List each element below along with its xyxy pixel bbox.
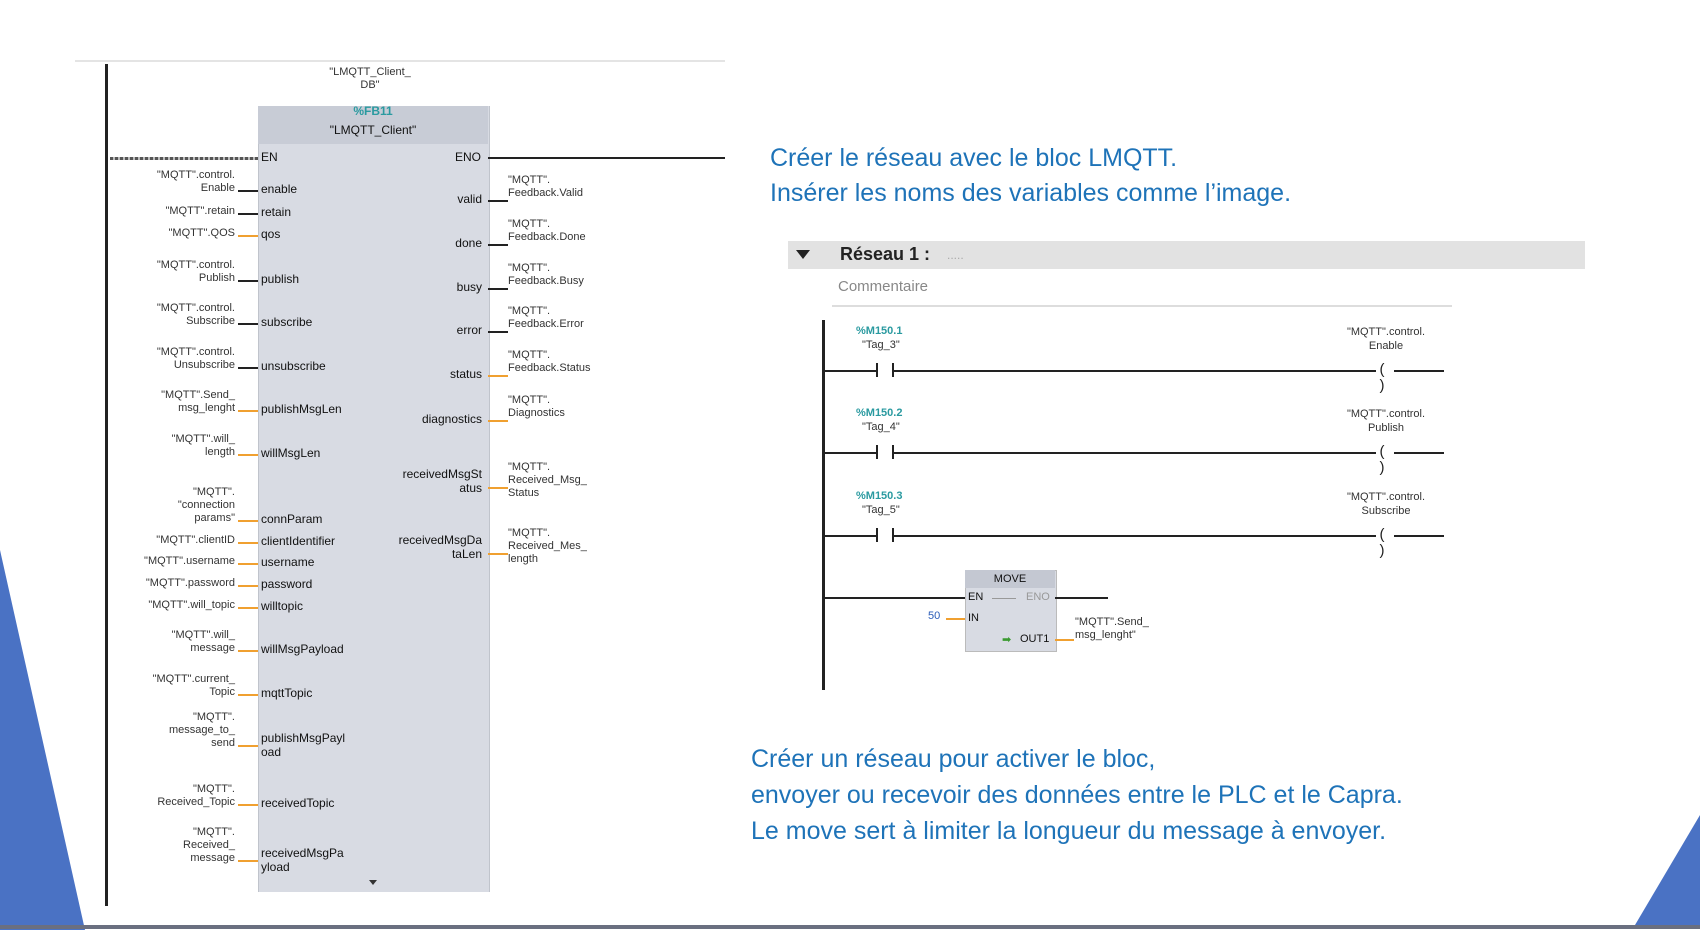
fb-output-variable[interactable]: "MQTT". Diagnostics — [508, 394, 565, 419]
fb-output-variable[interactable]: "MQTT". Feedback.Done — [508, 218, 586, 243]
fb-input-variable[interactable]: "MQTT".control. Enable — [156, 169, 235, 194]
fb-input-variable[interactable]: "MQTT".clientID — [156, 534, 235, 546]
fb-input-pin: retain — [261, 205, 292, 219]
fb-input-variable[interactable]: "MQTT". Received_ message — [183, 826, 235, 864]
fb-output-variable[interactable]: "MQTT". Feedback.Busy — [508, 262, 584, 287]
fb-output-wire — [488, 553, 508, 555]
fb-name: "LMQTT_Client" — [329, 123, 417, 137]
fb-input-wire — [238, 607, 258, 609]
expand-arrow-icon[interactable] — [369, 880, 377, 885]
move-en-wire — [824, 597, 965, 599]
fb-output-variable[interactable]: "MQTT". Feedback.Error — [508, 305, 584, 330]
output-coil[interactable]: ( ) — [1376, 444, 1394, 460]
fb-input-wire — [238, 804, 258, 806]
instruction-line-4: envoyer ou recevoir des données entre le PLC et le Capra. — [751, 781, 1403, 809]
fb-output-variable[interactable]: "MQTT". Feedback.Status — [508, 349, 591, 374]
fb-output-variable[interactable]: "MQTT". Feedback.Valid — [508, 174, 584, 199]
contact-tag[interactable]: "Tag_3" — [862, 339, 900, 351]
normally-open-contact[interactable] — [876, 445, 894, 459]
fb-input-pin: connParam — [261, 512, 323, 526]
fb-input-wire — [238, 542, 258, 544]
output-coil[interactable]: ( ) — [1376, 527, 1394, 543]
move-eno-wire — [1055, 597, 1108, 599]
rung-wire — [824, 535, 1444, 537]
fb-output-pin: status — [449, 367, 482, 381]
fb-input-variable[interactable]: "MQTT".username — [144, 555, 235, 567]
fb-input-variable[interactable]: "MQTT". Received_Topic — [157, 783, 235, 808]
instruction-line-1: Créer le réseau avec le bloc LMQTT. — [770, 144, 1178, 172]
decor-triangle-left — [0, 550, 85, 930]
fb-output-pin: valid — [457, 192, 482, 206]
fb-input-variable[interactable]: "MQTT".QOS — [168, 227, 235, 239]
fb-output-wire — [488, 331, 508, 333]
network-comment-text: Commentaire — [838, 278, 929, 295]
eno-wire — [488, 157, 725, 159]
fb-input-wire — [238, 585, 258, 587]
contact-address[interactable]: %M150.3 — [856, 490, 903, 502]
coil-variable[interactable]: "MQTT".control. Enable — [1346, 326, 1426, 352]
move-in-pin: IN — [968, 612, 979, 624]
fb-input-variable[interactable]: "MQTT".retain — [165, 205, 235, 217]
fb-input-variable[interactable]: "MQTT". "connection params" — [177, 486, 235, 524]
fb-input-pin: clientIdentifier — [261, 534, 336, 548]
fb-input-pin: subscribe — [261, 315, 313, 329]
decor-triangle-right — [1635, 815, 1700, 925]
fb-output-wire — [488, 375, 508, 377]
fb-input-variable[interactable]: "MQTT".control. Unsubscribe — [156, 346, 235, 371]
fb-input-wire — [238, 745, 258, 747]
fb-output-pin: done — [455, 236, 482, 250]
output-coil[interactable]: ( ) — [1376, 362, 1394, 378]
fb-output-wire — [488, 200, 508, 202]
fb-input-variable[interactable]: "MQTT".will_ message — [171, 629, 235, 654]
instruction-line-3: Créer un réseau pour activer le bloc, — [751, 745, 1156, 773]
fb-input-variable[interactable]: "MQTT".control. Publish — [156, 259, 235, 284]
fb-input-wire — [238, 280, 258, 282]
move-eno-pin: ENO — [1026, 591, 1050, 603]
fb-input-wire — [238, 520, 258, 522]
instruction-line-5: Le move sert à limiter la longueur du message à envoyer. — [751, 817, 1387, 845]
coil-variable[interactable]: "MQTT".control. Publish — [1346, 408, 1426, 434]
fb-output-wire — [488, 487, 508, 489]
fb-output-pin: receivedMsgDa taLen — [398, 533, 482, 561]
fb-output-variable[interactable]: "MQTT". Received_Mes_ length — [508, 527, 587, 565]
fb-input-pin: receivedTopic — [261, 796, 335, 810]
instruction-line-2: Insérer les noms des variables comme l’image. — [770, 179, 1292, 207]
fb-number: %FB11 — [353, 104, 393, 118]
move-in-wire — [946, 618, 965, 620]
fb-input-pin: enable — [261, 182, 298, 196]
fb-input-pin: qos — [261, 227, 281, 241]
fb-output-wire — [488, 420, 508, 422]
fb-input-wire — [238, 454, 258, 456]
fb-input-pin: username — [261, 555, 315, 569]
rung-wire — [824, 452, 1444, 454]
fb-input-wire — [238, 694, 258, 696]
move-internal-wire — [992, 598, 1016, 599]
ladder-power-rail — [822, 320, 825, 690]
fb-input-pin: mqttTopic — [261, 686, 313, 700]
fb-input-variable[interactable]: "MQTT". message_to_ send — [168, 711, 235, 749]
fb-input-wire — [238, 650, 258, 652]
fb-input-wire — [238, 235, 258, 237]
fb-input-pin: willMsgPayload — [261, 642, 344, 656]
move-in-value[interactable]: 50 — [928, 610, 941, 622]
fb-input-variable[interactable]: "MQTT".password — [145, 577, 235, 589]
collapse-triangle-icon[interactable] — [796, 250, 810, 259]
fb-input-variable[interactable]: "MQTT".will_topic — [148, 599, 235, 611]
instance-db-name: "LMQTT_Client_ DB" — [329, 66, 411, 91]
contact-tag[interactable]: "Tag_4" — [862, 421, 900, 433]
rung-wire — [824, 370, 1444, 372]
network-title: Réseau 1 : — [840, 244, 931, 264]
move-en-pin: EN — [968, 591, 984, 603]
normally-open-contact[interactable] — [876, 363, 894, 377]
fb-output-pin: busy — [456, 280, 482, 294]
fb-input-pin: receivedMsgPa yload — [261, 846, 344, 874]
fb-output-wire — [488, 244, 508, 246]
fb-input-wire — [238, 213, 258, 215]
fb-output-pin: diagnostics — [421, 412, 482, 426]
fb-input-wire — [238, 190, 258, 192]
fb-input-pin: publishMsgLen — [261, 402, 342, 416]
fb-input-wire — [238, 563, 258, 565]
fb-input-wire — [238, 323, 258, 325]
contact-address[interactable]: %M150.2 — [856, 407, 903, 419]
slide-bottom-border — [0, 925, 1700, 929]
fb-input-variable[interactable]: "MQTT".will_ length — [171, 433, 235, 458]
fb-input-pin: publishMsgPayl oad — [261, 731, 346, 759]
network-title-placeholder[interactable]: ..... — [947, 248, 964, 262]
function-block[interactable] — [258, 106, 490, 892]
fb-input-variable[interactable]: "MQTT".control. Subscribe — [156, 302, 235, 327]
move-out-pin: OUT1 — [1020, 633, 1050, 645]
eno-pin: ENO — [455, 150, 482, 164]
coil-variable[interactable]: "MQTT".control. Subscribe — [1346, 491, 1426, 517]
en-pin: EN — [261, 150, 278, 164]
fb-input-wire — [238, 367, 258, 369]
fb-input-pin: password — [261, 577, 313, 591]
fb-output-pin: receivedMsgSt atus — [402, 467, 482, 495]
fb-input-variable[interactable]: "MQTT".Send_ msg_lenght — [161, 389, 235, 414]
normally-open-contact[interactable] — [876, 528, 894, 542]
en-wire — [110, 157, 258, 160]
fb-input-wire — [238, 410, 258, 412]
fb-input-pin: unsubscribe — [261, 359, 326, 373]
fb-output-pin: error — [456, 323, 482, 337]
fb-input-wire — [238, 860, 258, 862]
fb-input-pin: willMsgLen — [261, 446, 321, 460]
move-out-var[interactable]: "MQTT".Send_ msg_lenght" — [1075, 616, 1149, 641]
move-out-wire — [1055, 639, 1074, 641]
contact-address[interactable]: %M150.1 — [856, 325, 903, 337]
out-arrow-icon: ➡ — [1002, 634, 1012, 646]
fb-input-variable[interactable]: "MQTT".current_ Topic — [152, 673, 235, 698]
fb-input-pin: publish — [261, 272, 300, 286]
fb-input-pin: willtopic — [261, 599, 304, 613]
move-title: MOVE — [965, 570, 1055, 588]
contact-tag[interactable]: "Tag_5" — [862, 504, 900, 516]
fb-output-wire — [488, 288, 508, 290]
fb-output-variable[interactable]: "MQTT". Received_Msg_ Status — [508, 461, 587, 499]
